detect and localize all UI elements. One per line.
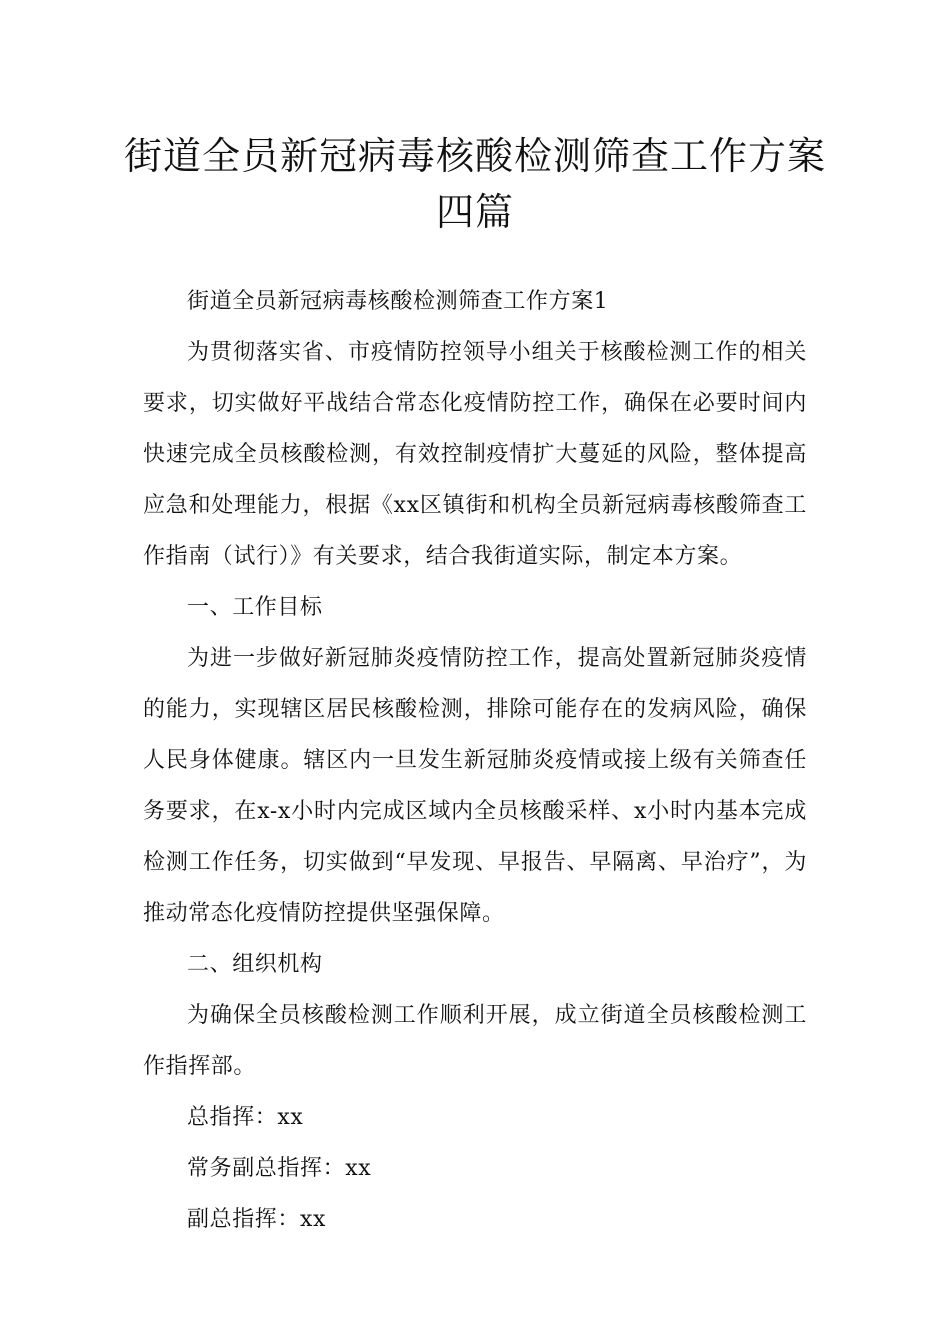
commander-line: 总指挥：xx: [187, 1105, 304, 1130]
plan-subtitle: 街道全员新冠病毒核酸检测筛查工作方案1: [187, 289, 609, 314]
section-heading-goals: 一、工作目标: [187, 595, 323, 620]
section-heading-organization: 二、组织机构: [187, 952, 323, 977]
intro-paragraph: 为贯彻落实省、市疫情防控领导小组关于核酸检测工作的相关要求，切实做好平战结合常态化疫情防控工作，确保在必要时间内快速完成全员核酸检测，有效控制疫情扩大蔓延的风险，整体提高应急和处理能力，根据《xx区镇街和机构全员新冠病毒核酸筛查工作指南（试行）》有关要求，结合我街道实际，制定本方案。: [143, 340, 807, 569]
deputy-line: 副总指挥：xx: [187, 1207, 327, 1232]
document-body: [143, 276, 807, 1245]
goals-paragraph: 为进一步做好新冠肺炎疫情防控工作，提高处置新冠肺炎疫情的能力，实现辖区居民核酸检测，排除可能存在的发病风险，确保人民身体健康。辖区内一旦发生新冠肺炎疫情或接上级有关筛查任务要求，在x-x小时内完成区域内全员核酸采样、x小时内基本完成检测工作任务，切实做到“早发现、早报告、早隔离、早治疗”，为推动常态化疫情防控提供坚强保障。: [143, 646, 807, 926]
document-title: 街道全员新冠病毒核酸检测筛查工作方案四篇: [123, 134, 826, 234]
organization-paragraph: 为确保全员核酸检测工作顺利开展，成立街道全员核酸检测工作指挥部。: [143, 1003, 807, 1079]
executive-deputy-line: 常务副总指挥：xx: [187, 1156, 372, 1181]
